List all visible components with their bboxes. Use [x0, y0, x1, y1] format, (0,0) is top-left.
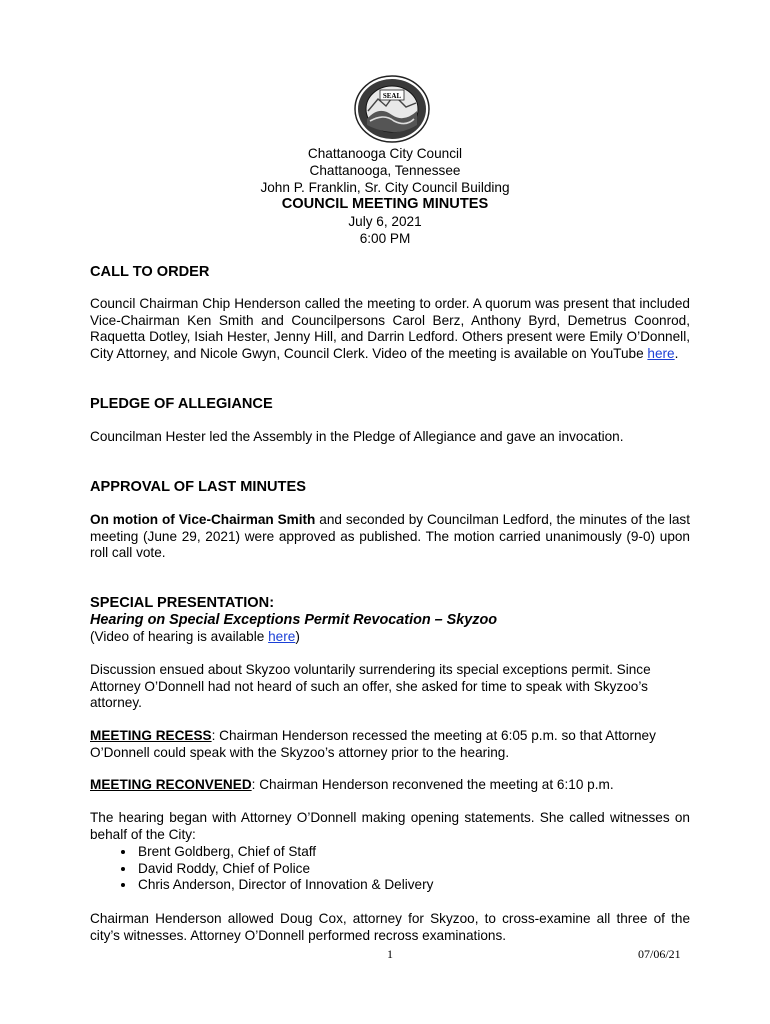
pledge-heading: PLEDGE OF ALLEGIANCE — [90, 396, 273, 412]
city-seal — [354, 75, 430, 143]
list-item: • David Roddy, Chief of Police — [136, 861, 690, 878]
hearing-text: The hearing began with Attorney O’Donnell making opening statements. She called witnesses on behalf of the City: — [90, 810, 690, 842]
footer-date: 07/06/21 — [638, 947, 681, 961]
document-header — [0, 145, 770, 247]
document-title: COUNCIL MEETING MINUTES — [281, 196, 489, 212]
witness-list — [90, 844, 690, 894]
seal-text: SEAL — [382, 92, 402, 100]
hearing-video-line: (Video of hearing is available here) — [90, 629, 300, 644]
list-item: • Chris Anderson, Director of Innovation & Delivery — [136, 877, 690, 894]
page-number: 1 — [387, 947, 393, 961]
call-to-order-text: Council Chairman Chip Henderson called the meeting to order. A quorum was present that included Vice-Chairman Ken Smith and Councilpersons Carol Berz, Anthony Byrd, Demetrus Coonrod, Raquetta Dotley, Isiah Hester, Jenny Hill, and Darrin Ledford. Others present were Emily O’Donnell, City Attorney, and Nicole Gwyn, Council Clerk. Video of the meeting is available on YouTube here. — [90, 296, 690, 361]
call-to-order-heading: CALL TO ORDER — [90, 264, 210, 280]
hearing-video-link[interactable]: here — [268, 629, 296, 644]
list-item: • Brent Goldberg, Chief of Staff — [136, 844, 690, 861]
special-presentation-heading: SPECIAL PRESENTATION: — [90, 595, 275, 611]
meeting-time: 6:00 PM — [359, 231, 411, 246]
header-location: Chattanooga, Tennessee — [309, 163, 461, 178]
meeting-date: July 6, 2021 — [348, 214, 422, 229]
header-council-name: Chattanooga City Council — [307, 146, 463, 161]
cross-examination-text: Chairman Henderson allowed Doug Cox, attorney for Skyzoo, to cross-examine all three of the city’s witnesses. Attorney O’Donnell performed recross examinations. — [90, 911, 690, 943]
approval-text: On motion of Vice-Chairman Smith and seconded by Councilman Ledford, the minutes of the last meeting (June 29, 2021) were approved as published. The motion carried unanimously (9-0) upon roll call vote. — [90, 512, 690, 561]
meeting-reconvened: MEETING RECONVENED: Chairman Henderson reconvened the meeting at 6:10 p.m. — [90, 777, 614, 792]
discussion-text: Discussion ensued about Skyzoo voluntarily surrendering its special exceptions permit. Since Attorney O’Donnell had not heard of such an offer, she asked for time to speak with Skyzoo’s attorney. — [90, 662, 651, 711]
approval-heading: APPROVAL OF LAST MINUTES — [90, 479, 306, 495]
pledge-text: Councilman Hester led the Assembly in the Pledge of Allegiance and gave an invocation. — [90, 429, 624, 444]
meeting-recess: MEETING RECESS: Chairman Henderson recessed the meeting at 6:05 p.m. so that Attorney O’Donnell could speak with the Skyzoo’s attorney prior to the hearing. — [90, 728, 656, 760]
header-building: John P. Franklin, Sr. City Council Building — [260, 180, 510, 195]
youtube-link[interactable]: here — [647, 345, 675, 361]
hearing-subheading: Hearing on Special Exceptions Permit Revocation – Skyzoo — [90, 612, 498, 628]
